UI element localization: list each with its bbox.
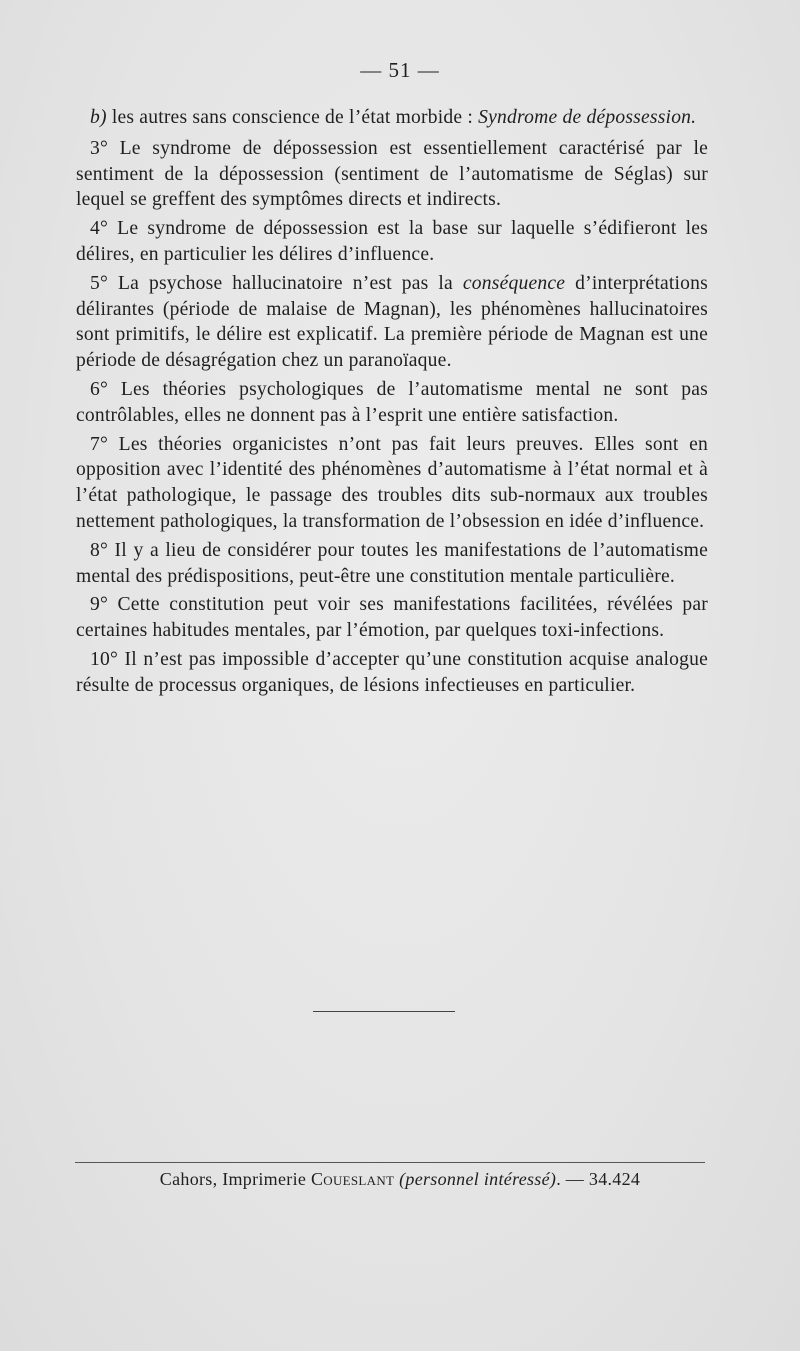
paragraph-8: 8° Il y a lieu de considérer pour toutes les manifestations de l’automatisme mental des prédispositions, peut-être une constitution mentale particulière. (76, 539, 708, 587)
section-end-rule (313, 1011, 455, 1012)
paragraph-5-end: d’interprétations délirantes (période de malaise de Magnan), les phénomènes hallucinatoires sont primitifs, le délire est explicatif. La première période de Magnan est une période de désagrégation chez un paranoïaque. (76, 272, 708, 372)
paragraph-3: 3° Le syndrome de dépossession est essentiellement caractérisé par le sentiment de la dépossession (sentiment de l’automatisme de Séglas) sur lequel se greffent des symptômes directs et indirects. (76, 137, 708, 211)
paragraph-5-italic: conséquence (462, 272, 566, 294)
paragraph-b-italic: Syndrome de dépossession. (478, 107, 697, 128)
body-text (76, 105, 708, 699)
page-number: — 51 — (360, 58, 440, 82)
paragraph-7: 7° Les théories organicistes n’ont pas fait leurs preuves. Elles sont en opposition avec l’identité des phénomènes d’automatisme à l’état normal et à l’état pathologique, le passage des troubles dits sub-normaux aux troubles nettement pathologiques, la transformation de l’obsession en idée d’influence. (76, 433, 708, 532)
paragraph-4: 4° Le syndrome de dépossession est la base sur laquelle s’édifieront les délires, en particulier les délires d’influence. (76, 218, 708, 265)
printer-colophon (0, 1169, 800, 1190)
paragraph-5-start: 5° La psychose hallucinatoire n’est pas la (90, 272, 463, 294)
paragraph-6: 6° Les théories psychologiques de l’automatisme mental ne sont pas contrôlables, elles ne donnent pas à l’esprit une entière satisfaction. (76, 378, 708, 426)
paragraph-b-prefix: b) (90, 107, 107, 128)
paragraph-b-text: les autres sans conscience de l’état morbide : (106, 107, 479, 128)
colophon-note: (personnel intéressé) (399, 1169, 557, 1189)
colophon-printer: Coueslant (310, 1169, 395, 1189)
paragraph-b (76, 105, 708, 131)
colophon-separator: . — (556, 1169, 589, 1189)
colophon-code: 34.424 (588, 1169, 641, 1189)
colophon-place: Cahors, Imprimerie (159, 1169, 311, 1189)
footer-rule (75, 1162, 705, 1163)
paragraph-5 (76, 271, 708, 374)
paragraph-9: 9° Cette constitution peut voir ses manifestations facilitées, révélées par certaines habitudes mentales, par l’émotion, par quelques toxi-infections. (76, 594, 708, 642)
paragraph-10: 10° Il n’est pas impossible d’accepter qu’une constitution acquise analogue résulte de processus organiques, de lésions infectieuses en particulier. (76, 648, 708, 696)
